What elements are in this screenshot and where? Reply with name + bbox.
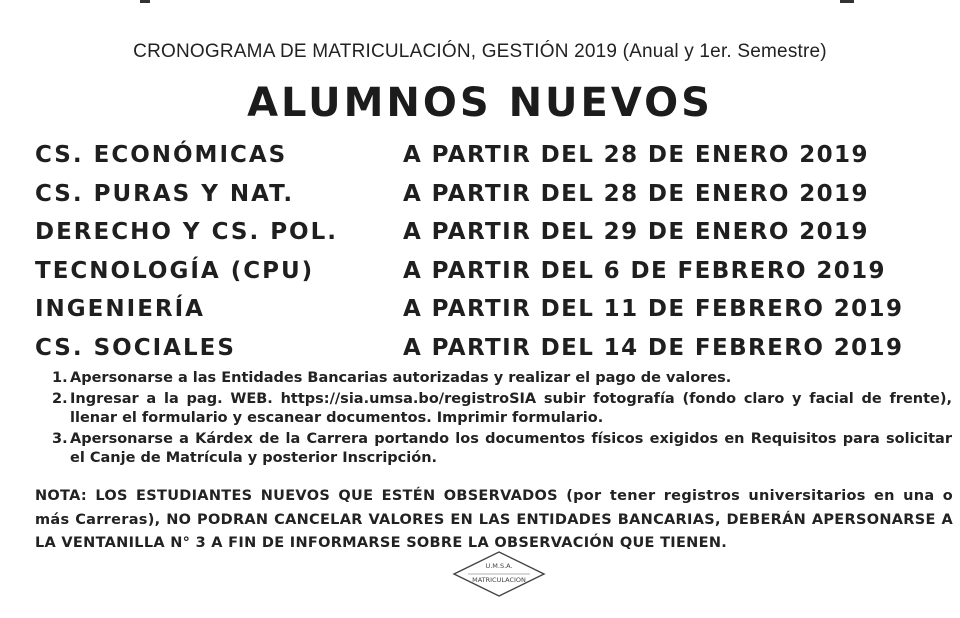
career-name: CS. ECONÓMICAS [35,142,288,168]
schedule-row [35,296,955,335]
step-item [52,369,952,389]
step-item [52,390,952,429]
scan-mark [840,0,854,3]
stamp-line2: MATRICULACION [472,576,526,584]
step-item [52,430,952,469]
start-date: A PARTIR DEL 28 DE ENERO 2019 [403,180,869,207]
schedule-list [35,142,955,373]
schedule-row [35,181,955,220]
career-name: INGENIERÍA [35,296,205,322]
step-text: Ingresar a la pag. WEB. https://sia.umsa.bo/registroSIA subir fotografía (fondo claro y facial de frente), llenar el formulario y escanear documentos. Imprimir formulario. [70,390,952,426]
start-date: A PARTIR DEL 14 DE FEBRERO 2019 [403,334,904,361]
document-title: ALUMNOS NUEVOS [247,80,713,126]
stamp-line1: U.M.S.A. [485,562,513,570]
career-name: DERECHO Y CS. POL. [35,219,338,245]
schedule-row [35,219,955,258]
career-name: CS. SOCIALES [35,334,236,361]
step-text: Apersonarse a Kárdex de la Carrera portando los documentos físicos exigidos en Requisitos para solicitar el Canje de Matrícula y posterior Inscripción. [70,430,952,466]
step-number: 1. [52,370,68,386]
start-date: A PARTIR DEL 6 DE FEBRERO 2019 [403,257,886,284]
step-number: 3. [52,430,68,447]
steps-list [52,369,952,470]
document-heading: CRONOGRAMA DE MATRICULACIÓN, GESTIÓN 2019 (Anual y 1er. Semestre) [133,41,827,62]
career-name: TECNOLOGÍA (CPU) [35,257,315,284]
career-name: CS. PURAS Y NAT. [35,180,295,207]
schedule-row [35,258,955,297]
start-date: A PARTIR DEL 11 DE FEBRERO 2019 [403,296,904,322]
note-paragraph: NOTA: LOS ESTUDIANTES NUEVOS QUE ESTÉN OBSERVADOS (por tener registros universitarios en una o más Carreras), NO PODRAN CANCELAR VALORES EN LAS ENTIDADES BANCARIAS, DEBERÁN APERSONARSE A LA VENTANILLA N° 3 A FIN DE INFORMARSE SOBRE LA OBSERVACIÓN QUE TIENEN. [35,488,953,551]
schedule-row [35,142,955,181]
start-date: A PARTIR DEL 29 DE ENERO 2019 [403,219,869,245]
step-number: 2. [52,390,68,407]
office-stamp [452,550,546,598]
step-text: Apersonarse a las Entidades Bancarias autorizadas y realizar el pago de valores. [70,370,732,386]
schedule-row [35,335,955,374]
scan-mark [140,0,150,3]
start-date: A PARTIR DEL 28 DE ENERO 2019 [403,142,869,168]
